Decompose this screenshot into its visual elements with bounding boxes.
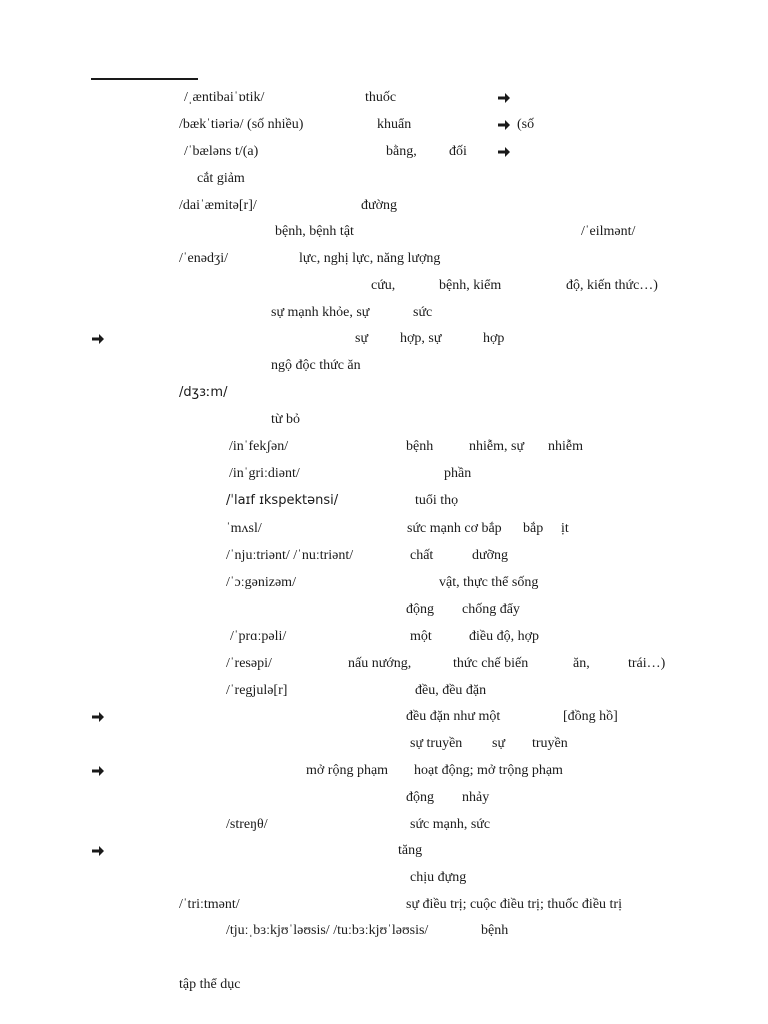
text-r27-a: động bbox=[406, 790, 434, 805]
text-r17-a: sức mạnh cơ bắp bbox=[407, 521, 502, 536]
meaning-antibiotic: thuốc bbox=[365, 90, 397, 105]
right-arrow-icon bbox=[91, 764, 105, 778]
right-arrow-icon bbox=[91, 332, 105, 346]
ipa-organism: /ˈɔːgənizəm/ bbox=[226, 575, 296, 590]
ipa-life-expectancy: /ˈlaɪf ɪkspektənsi/ bbox=[226, 493, 339, 508]
text-r20-b: chống đẩy bbox=[462, 602, 520, 617]
ipa-energy: /ˈenədʒi/ bbox=[179, 251, 228, 266]
meaning-give-up: từ bỏ bbox=[271, 412, 300, 427]
right-arrow-icon bbox=[497, 145, 511, 159]
right-arrow-icon bbox=[497, 118, 511, 132]
meaning-tuberculosis: bệnh bbox=[481, 923, 509, 938]
text-r8-c: độ, kiến thức…) bbox=[566, 278, 658, 293]
text-r25-a: sự truyền bbox=[410, 736, 463, 751]
ipa-balance: /ˈbæləns t/(a) bbox=[184, 144, 259, 159]
meaning-health: sự mạnh khỏe, sự bbox=[271, 305, 370, 320]
ipa-ailment: /ˈeilmənt/ bbox=[581, 224, 636, 239]
text-r10-b: hợp, sự bbox=[400, 331, 442, 346]
right-arrow-icon bbox=[497, 91, 511, 105]
text-r27-b: nhảy bbox=[462, 790, 490, 805]
header-rule bbox=[91, 78, 198, 80]
text-r20-a: động bbox=[406, 602, 434, 617]
text-r26-a: mở rộng phạm bbox=[306, 763, 389, 778]
text-r14-b: nhiễm, sự bbox=[469, 439, 525, 454]
meaning-balance: bằng, bbox=[386, 144, 417, 159]
text-r25-b: sự bbox=[492, 736, 506, 751]
meaning-energy: lực, nghị lực, năng lượng bbox=[299, 251, 441, 266]
meaning-strengthen: tăng bbox=[398, 843, 423, 858]
text-r21-a: một bbox=[410, 629, 432, 644]
text-r24-a: đều đặn như một bbox=[406, 709, 501, 724]
meaning-life-expectancy: tuổi thọ bbox=[415, 493, 459, 508]
ipa-ingredient: /inˈgriːdiənt/ bbox=[229, 466, 300, 481]
ipa-muscle: ˈmʌsl/ bbox=[226, 521, 262, 536]
ipa-regular: /ˈregjulə[r] bbox=[226, 683, 288, 698]
text-r14-c: nhiễm bbox=[548, 439, 583, 454]
right-arrow-icon bbox=[91, 844, 105, 858]
meaning-ailment: bệnh, bệnh tật bbox=[275, 224, 354, 239]
meaning-treatment: sự điều trị; cuộc điều trị; thuốc điều trị bbox=[406, 897, 622, 912]
right-arrow-icon bbox=[91, 710, 105, 724]
meaning-regular: đều, đều đặn bbox=[415, 683, 487, 698]
ipa-treatment: /ˈtriːtmənt/ bbox=[179, 897, 240, 912]
ipa-diameter: /daiˈæmitə[r]/ bbox=[179, 198, 257, 213]
ipa-germ: /dʒɜːm/ bbox=[179, 385, 228, 400]
text-r22-d: trái…) bbox=[628, 656, 666, 671]
text-r24-b: [đồng hồ] bbox=[563, 709, 618, 724]
text-r26-b: hoạt động; mở trộng phạm bbox=[414, 763, 563, 778]
text-r18-a: chất bbox=[410, 548, 434, 563]
text-r17-c: ịt bbox=[561, 521, 569, 536]
ipa-antibiotic: /ˌæntibaiˈɒtik/ bbox=[184, 90, 265, 105]
bacteria-extra: (số bbox=[517, 117, 535, 132]
text-r21-b: điều độ, hợp bbox=[469, 629, 540, 644]
meaning-balance-2: đối bbox=[449, 144, 467, 159]
meaning-bacteria: khuẩn bbox=[377, 117, 412, 132]
meaning-strength: sức mạnh, sức bbox=[410, 817, 491, 832]
text-r17-b: bắp bbox=[523, 521, 544, 536]
ipa-bacteria: /bækˈtiəriə/ (số nhiều) bbox=[179, 117, 304, 132]
text-r22-c: ăn, bbox=[573, 656, 590, 671]
meaning-work-out: tập thể dục bbox=[179, 977, 241, 992]
meaning-food-poisoning: ngộ độc thức ăn bbox=[271, 358, 361, 373]
text-r22-a: nấu nướng, bbox=[348, 656, 412, 671]
ipa-strength: /streŋθ/ bbox=[226, 817, 268, 832]
text-r18-b: dưỡng bbox=[472, 548, 508, 563]
meaning-ingredient: phần bbox=[444, 466, 472, 481]
text-r8-b: bệnh, kiểm bbox=[439, 278, 502, 293]
text-r8-a: cứu, bbox=[371, 278, 396, 293]
meaning-health-2: sức bbox=[413, 305, 433, 320]
meaning-cut-down: cắt giảm bbox=[197, 171, 245, 186]
meaning-organism: vật, thực thể sống bbox=[439, 575, 539, 590]
text-r22-b: thức chế biến bbox=[453, 656, 529, 671]
meaning-diameter: đường bbox=[361, 198, 397, 213]
text-r10-c: hợp bbox=[483, 331, 505, 346]
meaning-endure: chịu đựng bbox=[410, 870, 467, 885]
ipa-nutrient: /ˈnjuːtriənt/ /ˈnuːtriənt/ bbox=[226, 548, 354, 563]
ipa-infection: /inˈfekʃən/ bbox=[229, 439, 289, 454]
ipa-recipe: /ˈresəpi/ bbox=[226, 656, 272, 671]
ipa-tuberculosis: /tjuːˌbɜːkjʊˈləʊsis/ /tuːbɜːkjʊˈləʊsis/ bbox=[226, 923, 429, 938]
text-r25-c: truyền bbox=[532, 736, 568, 751]
ipa-properly: /ˈprɑːpəli/ bbox=[230, 629, 287, 644]
text-r10-a: sự bbox=[355, 331, 369, 346]
text-r14-a: bệnh bbox=[406, 439, 434, 454]
